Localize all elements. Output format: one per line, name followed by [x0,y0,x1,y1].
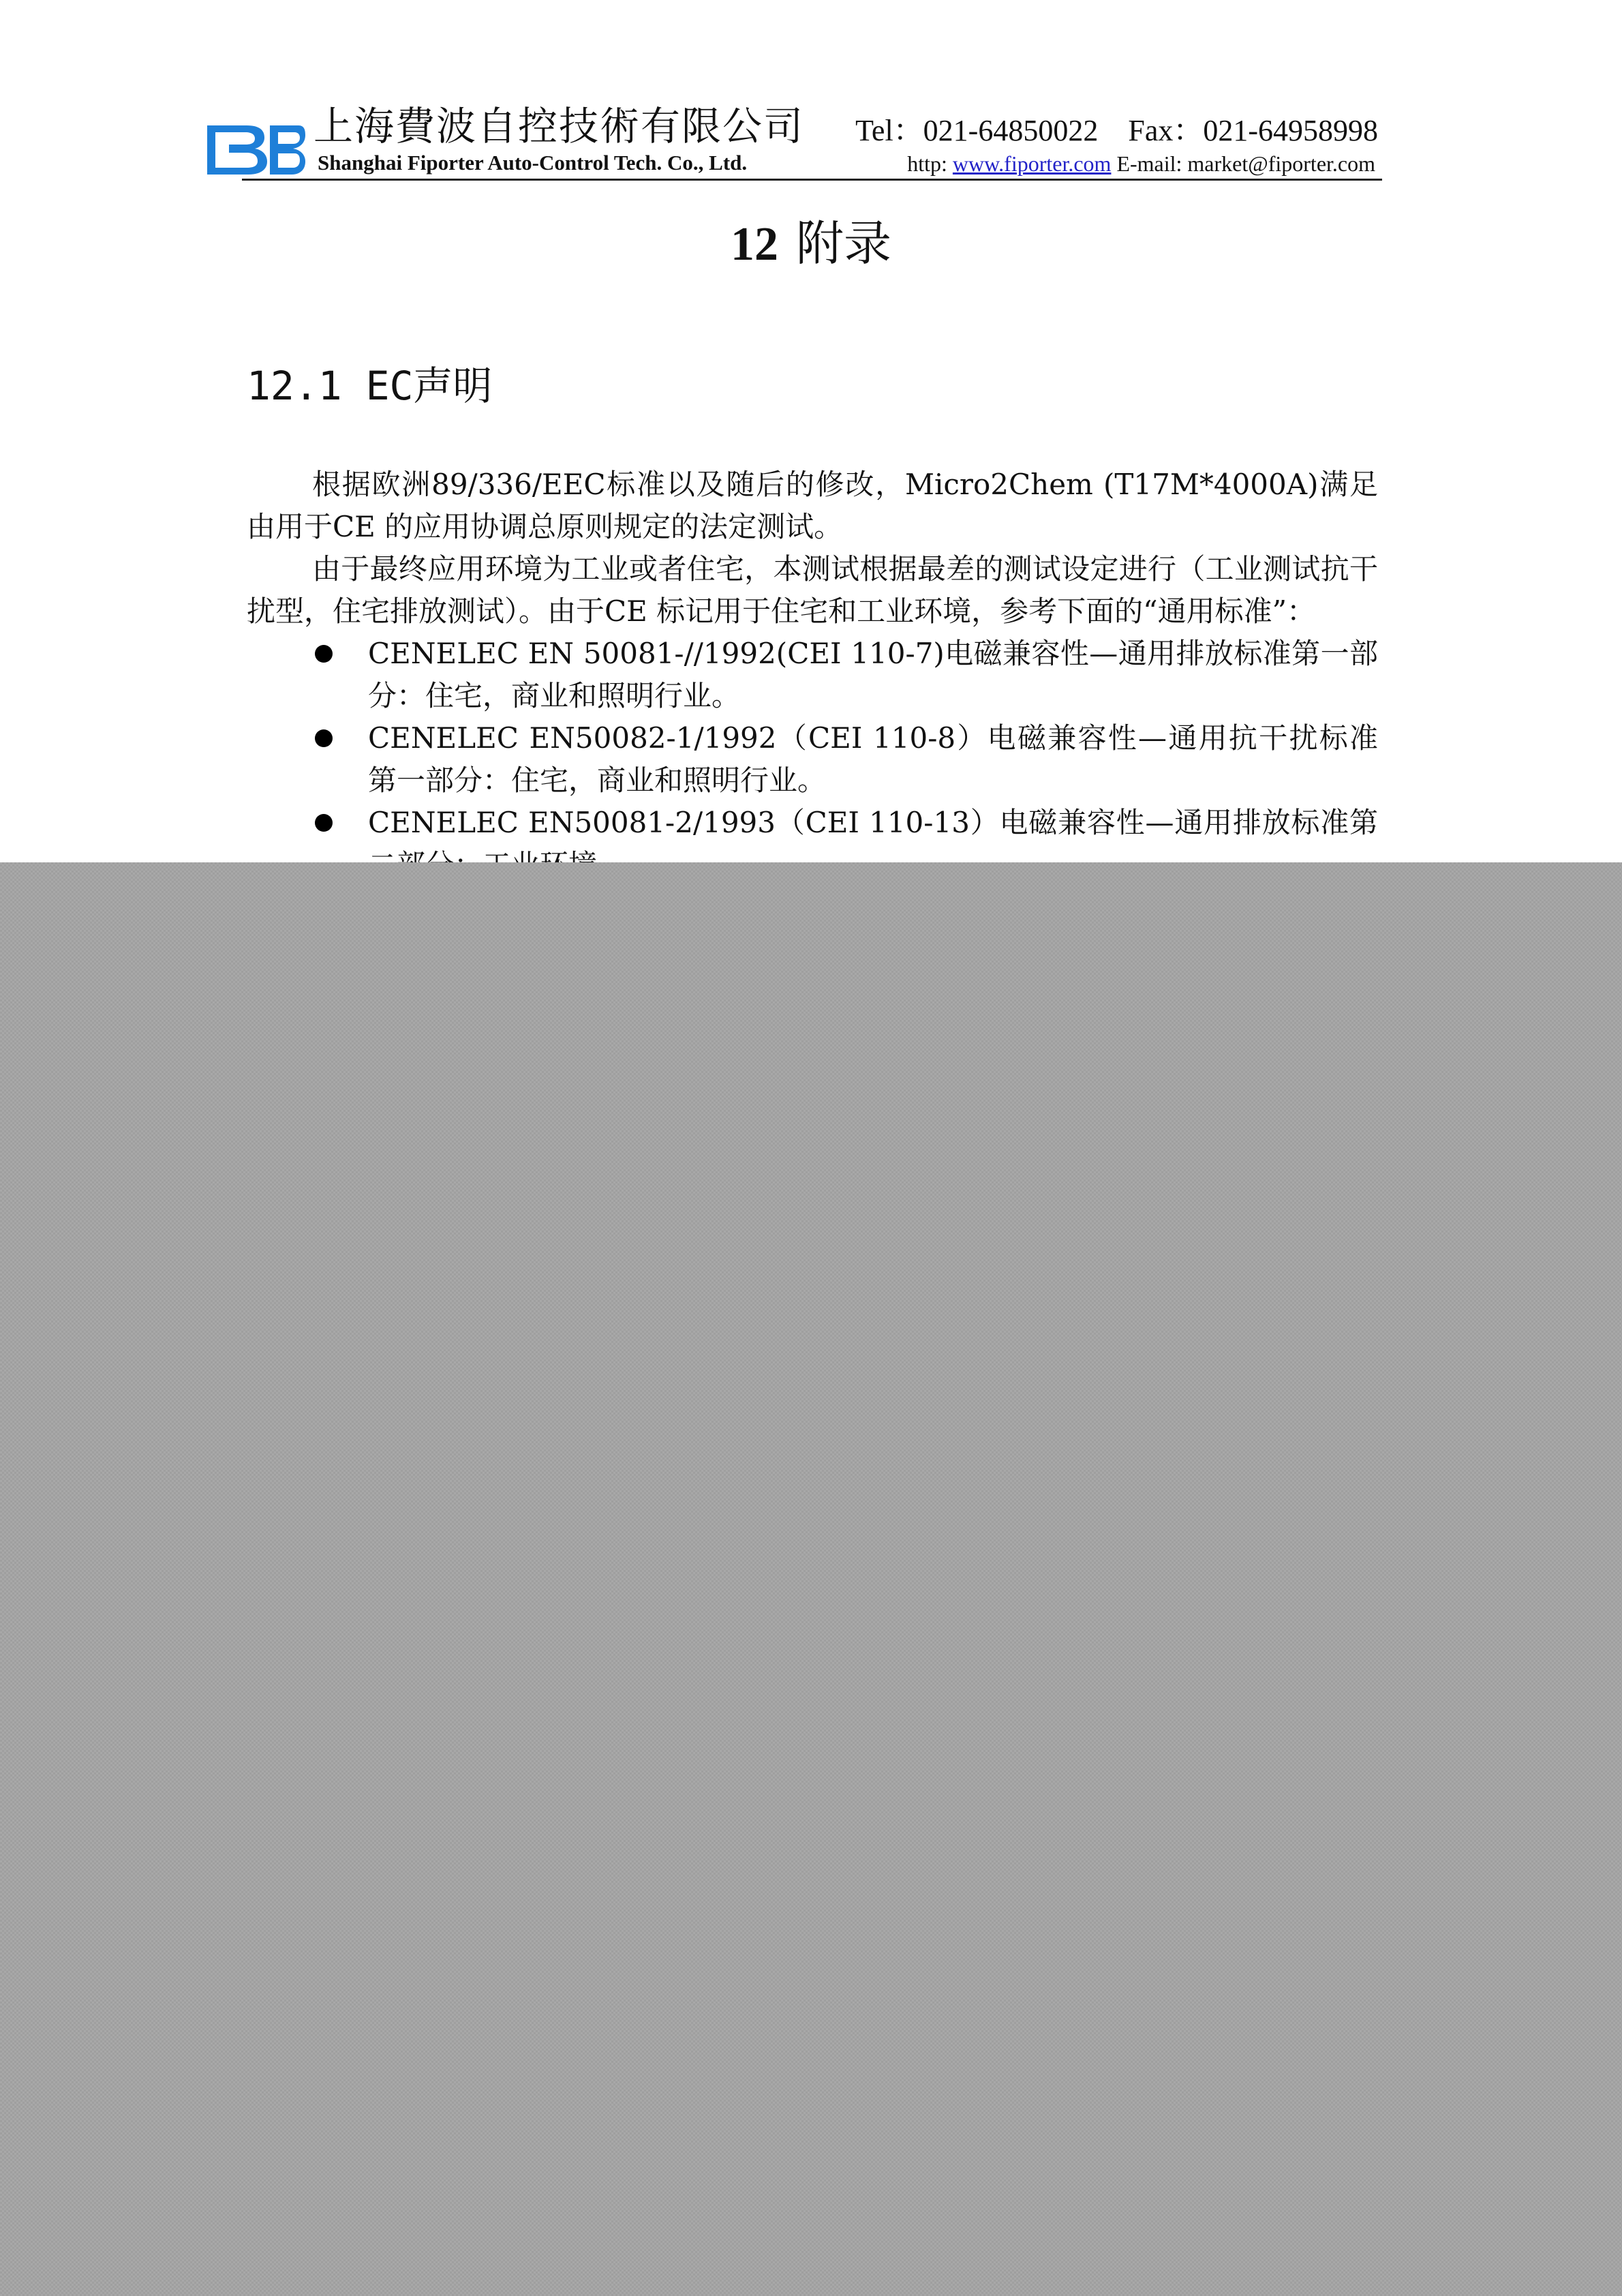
contact-phone-fax [855,113,1378,149]
page-header [204,102,1383,183]
list-item [247,633,1378,717]
list-item [247,717,1378,802]
http-label: http: [907,151,953,176]
bullet-icon [315,729,333,747]
paragraph: 根据欧洲89/336/EEC标准以及随后的修改，Micro2Chem (T17M*4000A)满足由用于CE 的应用协调总原则规定的法定测试。 [247,468,1378,543]
paragraph: 由于最终应用环境为工业或者住宅，本测试根据最差的测试设定进行（工业测试抗干扰型，住宅排放测试）。由于CE 标记用于住宅和工业环境，参考下面的“通用标准”： [247,552,1378,628]
body-text [247,464,1378,886]
bullet-icon [315,814,333,832]
list-item-text: CENELEC EN 50081-//1992(CEI 110-7)电磁兼容性—通用排放标准第一部分：住宅，商业和照明行业。 [368,637,1378,712]
redacted-area [0,862,1622,2296]
chapter-title [0,213,1622,275]
telephone-number: Tel：021-64850022 [855,114,1099,147]
standards-list [247,633,1378,886]
website-link[interactable]: www.fiporter.com [952,151,1112,176]
fax-number: Fax：021-64958998 [1128,114,1378,147]
list-item-text: CENELEC EN50082-1/1992（CEI 110-8）电磁兼容性—通用抗干扰标准第一部分：住宅，商业和照明行业。 [368,721,1378,797]
email-address: E-mail: market@fiporter.com [1111,151,1375,176]
company-logo-icon [204,121,307,176]
company-name-english: Shanghai Fiporter Auto-Control Tech. Co., Ltd. [318,151,748,175]
chapter-name: 附录 [796,215,891,271]
company-name-chinese: 上海費波自控技術有限公司 [313,103,805,149]
section-heading: 12.1 EC声明 [247,363,493,409]
list-item-text: CENELEC EN50081-2/1993（CEI 110-13）电磁兼容性—通用排放标准第 [368,806,1378,839]
chapter-number: 12 [731,218,778,271]
bullet-icon [315,645,333,663]
web-contact-line [907,151,1375,177]
header-divider [242,179,1382,181]
